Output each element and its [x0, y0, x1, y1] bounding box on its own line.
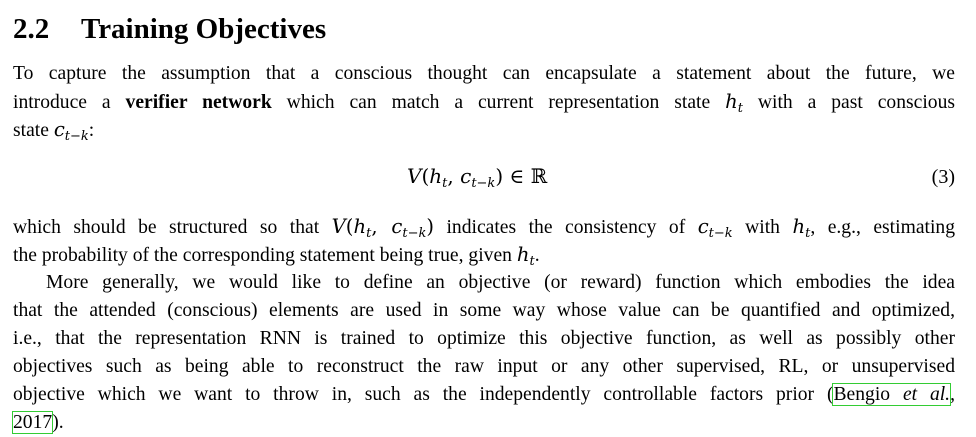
paragraph-line: that the attended (conscious) elements are used in some way whose value can be quantified and optimized, [13, 300, 955, 321]
verifier-network-term: verifier network [125, 92, 272, 113]
paragraph-objective [13, 269, 955, 437]
citation-link[interactable]: Bengio et al. [833, 384, 951, 405]
section-number: 2.2 [13, 13, 50, 45]
section-heading [13, 10, 326, 48]
math-h-t: $h_t$ [516, 243, 535, 269]
math-c-t-minus-k: $c_{t-k}$ [697, 215, 733, 241]
equation-number: (3) [931, 166, 955, 188]
paragraph-line: To capture the assumption that a conscious thought can encapsulate a statement about the future, we [13, 63, 955, 84]
paragraph-line: i.e., that the representation RNN is trained to optimize this objective function, as well as possibly other [13, 328, 955, 349]
paragraph-line: which should be structured so that $V(h_t$, $c_{t-k}$) indicates the consistency of $c_{t-k}$ with $h_t$, e.g., estimating [13, 215, 955, 241]
math-c-t-minus-k: $c_{t-k}$ [53, 118, 89, 144]
paragraph-verifier [13, 213, 955, 269]
paragraph-line: 2017). [13, 412, 64, 433]
paragraph-intro [13, 60, 955, 144]
paragraph-line: objective which we want to throw in, such as the independently controllable factors prior (Bengio et al., [13, 384, 955, 405]
paragraph-line: introduce a verifier network which can match a current representation state $h_t$ with a past conscious [13, 90, 955, 116]
math-h-t: $h_t$ [792, 215, 811, 241]
citation-year-link[interactable]: 2017 [13, 412, 53, 433]
paragraph-line: objectives such as being able to reconstruct the raw input or any other supervised, RL, or unsupervised [13, 356, 955, 377]
math-verifier-expression: $V(h_t$, $c_{t-k}$) [331, 215, 434, 241]
paragraph-line: state $c_{t-k}$: [13, 118, 95, 144]
paragraph-line: More generally, we would like to define an objective (or reward) function which embodies the idea [46, 272, 955, 293]
paragraph-line: the probability of the corresponding statement being true, given $h_t$. [13, 243, 540, 269]
cropped-next-line [13, 430, 955, 437]
equation-body: $V(h_t$, $c_{t-k}$) ∈ ℝ [407, 164, 548, 191]
section-title: Training Objectives [81, 13, 327, 45]
equation-3 [13, 160, 955, 196]
math-h-t: $h_t$ [725, 90, 743, 116]
